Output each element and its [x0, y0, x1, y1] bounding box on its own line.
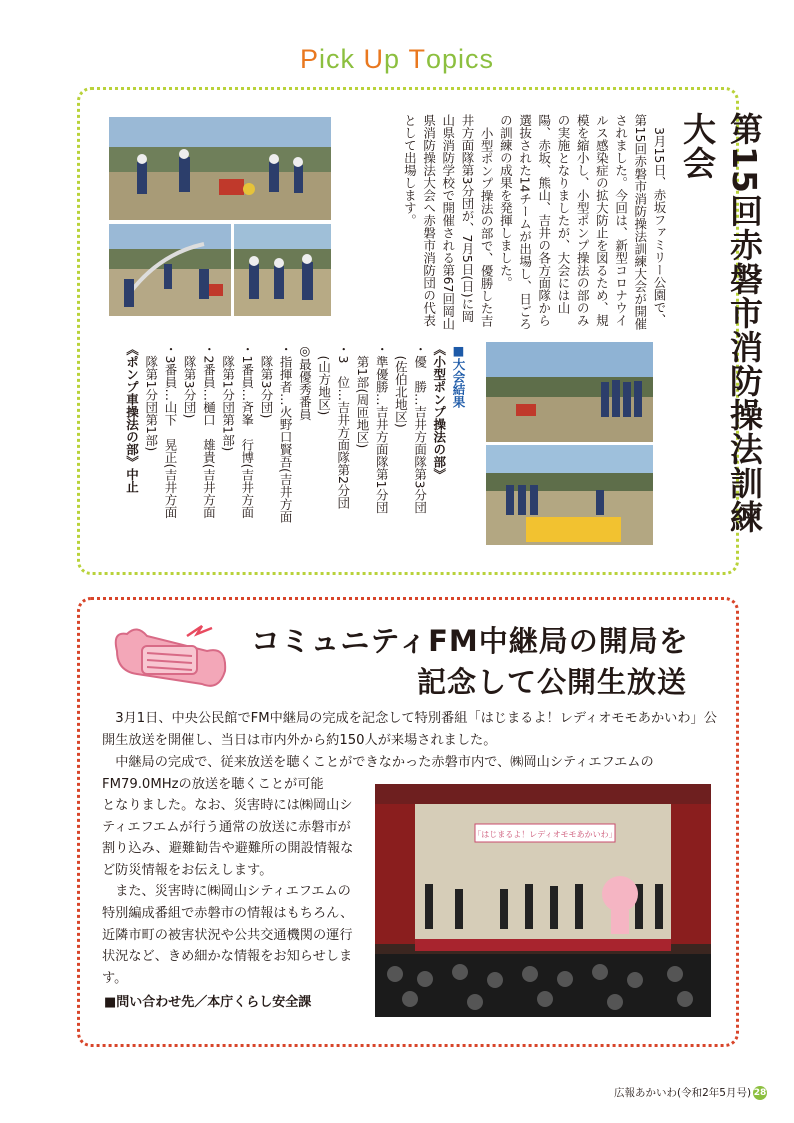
- results-line: ・準優勝…吉井方面隊第1分団: [374, 343, 390, 514]
- results-line: ・3 位…吉井方面隊第2分団: [335, 343, 351, 509]
- contact-info: ■問い合わせ先／本庁くらし安全課: [104, 995, 312, 1010]
- results-line: ・3番員…山下 晃正(吉井方面: [162, 343, 178, 519]
- results-line: ・指揮者…火野口賢吾(吉井方面: [278, 343, 294, 523]
- results-line: (山方地区): [316, 343, 332, 416]
- results-list: [110, 343, 468, 555]
- photo-live-broadcast: [375, 784, 711, 1017]
- section-header: [0, 44, 794, 75]
- header-title-part: ick: [318, 44, 364, 74]
- body-paragraph: となりました。なお、災害時には㈱岡山シティエフエムが行う通常の放送に赤磐市が割り込み、避難勧告や避難所の開設情報など防災情報をお伝えします。: [102, 798, 354, 878]
- photo-hose-operation: [109, 224, 231, 316]
- photo-award-ceremony: [486, 445, 653, 545]
- header-title-part: T: [408, 44, 426, 74]
- header-title-part: U: [363, 44, 384, 74]
- article-title-fm-line1: コミュニティFM中継局の開局を: [251, 624, 689, 658]
- body-paragraph: 中継局の完成で、従来放送を聴くことができなかった赤磐市内で、㈱岡山シティエフエムのFM79.0MHzの放送を聴くことが可能: [102, 755, 654, 792]
- results-section-title: 《ポンプ車操法の部》中止: [124, 343, 140, 493]
- results-line: ・1番員…斉峯 行博(吉井方面: [239, 343, 255, 519]
- photo-drill-team: [109, 117, 331, 220]
- results-line: (佐伯北地区): [393, 343, 409, 428]
- results-line: ・2番員…樋口 雄貴(吉井方面: [201, 343, 217, 519]
- page-footer: [614, 1085, 767, 1100]
- header-title-part: p: [383, 44, 409, 74]
- banner-text: 「はじまるよ！レディオモモあかいわ」: [473, 830, 617, 839]
- article-body-fire-drill: [344, 114, 669, 330]
- results-section-title: 《小型ポンプ操法の部》: [431, 343, 447, 481]
- mascot-radio-icon: [107, 616, 242, 696]
- header-title-part: P: [299, 44, 319, 74]
- photo-team-lineup: [486, 342, 653, 442]
- article-body-fm-top: [102, 708, 718, 751]
- results-line: ◎最優秀番員: [297, 343, 313, 421]
- results-line: 隊第1分団第1部): [220, 343, 236, 452]
- photo-team-running: [234, 224, 331, 316]
- article-title-fire-drill: 第15回赤磐市消防操法訓練大会: [678, 112, 764, 534]
- body-paragraph: 小型ポンプ操法の部で、優勝した吉井方面隊第3分団が、7月5日(日)に岡山県消防学校で開催される第67回岡山県消防操法大会へ赤磐市消防団の代表として出場します。: [402, 114, 495, 330]
- article-title-fm-line2: 記念して公開生放送: [417, 665, 688, 699]
- results-heading: ■大会結果: [451, 343, 466, 408]
- results-line: ・優 勝…吉井方面隊第3分団: [412, 343, 428, 514]
- results-line: 隊第1分団第1部): [143, 343, 159, 452]
- results-line: 隊第3分団): [258, 343, 274, 419]
- body-paragraph: 3月15日、赤坂ファミリー公園で、第15回赤磐市消防操法訓練大会が開催されました。今回は、新型コロナウイルス感染症の拡大防止を図るため、規模を縮小し、小型ポンプ操法の部のみの実施となりましたが、大会には山陽、赤坂、熊山、吉井の各方面隊から選抜された14チームが出場し、日ごろの訓練の成果を発揮しました。: [498, 114, 667, 330]
- body-paragraph: 3月1日、中央公民館でFM中継局の完成を記念して特別番組「はじまるよ！レディオモモあかいわ」公開生放送を開催し、当日は市内外から約150人が来場されました。: [102, 711, 717, 748]
- body-paragraph: また、災害時に㈱岡山シティエフエムの特別編成番組で赤磐市の情報はもちろん、近隣市町の被害状況や公共交通機関の運行状況など、きめ細かな情報をお知らせします。: [102, 884, 354, 986]
- header-title-part: opics: [426, 44, 495, 74]
- page-number: 28: [753, 1088, 767, 1098]
- article-body-fm-left: [102, 795, 364, 989]
- results-line: 隊第3分団): [182, 343, 198, 419]
- publication-name: 広報あかいわ(令和2年5月号): [614, 1087, 752, 1099]
- results-line: 第1部(周匝地区): [354, 343, 370, 449]
